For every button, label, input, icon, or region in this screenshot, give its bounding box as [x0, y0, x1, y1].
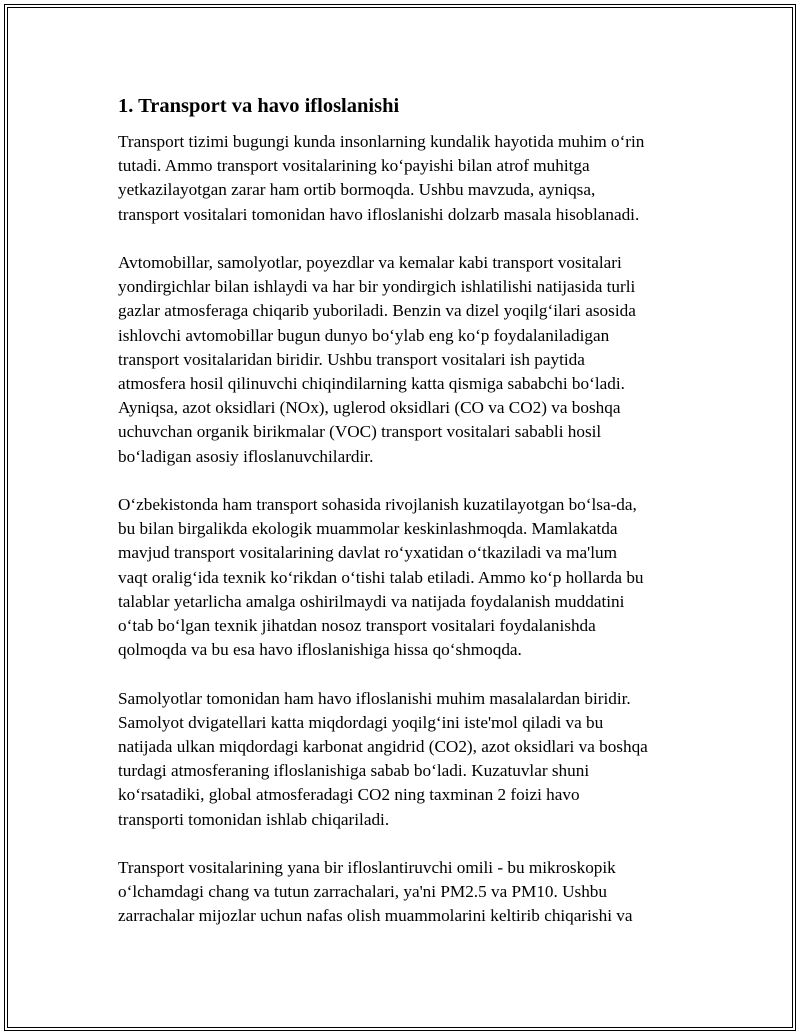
paragraph-4: Samolyotlar tomonidan ham havo ifloslanishi muhim masalalardan biridir. Samolyot dvigatellari katta miqdordagi yoqilg‘ini iste'mol qiladi va bu natijada ulkan miqdordagi karbonat angidrid (CO2), azot oksidlari va boshqa turdagi atmosferaning ifloslanishiga sabab bo‘ladi. Kuzatuvlar shuni ko‘rsatadiki, global atmosferadagi CO2 ning taxminan 2 foizi havo transporti tomonidan ishlab chiqariladi. — [118, 688, 648, 829]
document-body — [118, 92, 688, 953]
paragraph-3: O‘zbekistonda ham transport sohasida rivojlanish kuzatilayotgan bo‘lsa-da, bu bilan birgalikda ekologik muammolar keskinlashmoqda. Mamlakatda mavjud transport vositalarining davlat ro‘yxatidan o‘tkaziladi va ma'lum vaqt oralig‘ida texnik ko‘rikdan o‘tishi talab etiladi. Ammo ko‘p hollarda bu talablar yetarlicha amalga oshirilmaydi va natijada foydalanish muddatini o‘tab bo‘lgan texnik jihatdan nosoz transport vositalari foydalanishda qolmoqda va bu esa havo ifloslanishiga hissa qo‘shmoqda. — [118, 495, 644, 660]
paragraph-5: Transport vositalarining yana bir ifloslantiruvchi omili - bu mikroskopik o‘lchamdagi chang va tutun zarrachalari, ya'ni PM2.5 va PM10. Ushbu zarrachalar mijozlar uchun nafas olish muammolarini keltirib chiqarishi va — [118, 858, 633, 926]
section-heading: 1. Transport va havo ifloslanishi — [118, 95, 400, 117]
paragraph-2: Avtomobillar, samolyotlar, poyezdlar va kemalar kabi transport vositalari yondirgichlar bilan ishlaydi va har bir yondirgich ishlatilishi natijasida turli gazlar atmosferaga chiqarib yuboriladi. Benzin va dizel yoqilg‘ilari asosida ishlovchi avtomobillar bugun dunyo bo‘ylab eng ko‘p foydalaniladigan transport vositalaridan biridir. Ushbu transport vositalari ish paytida atmosfera hosil qilinuvchi chiqindilarning katta qismiga sababchi bo‘ladi. Ayniqsa, azot oksidlari (NOx), uglerod oksidlari (CO va CO2) va boshqa uchuvchan organik birikmalar (VOC) transport vositalari sababli hosil bo‘ladigan asosiy ifloslanuvchilardir. — [118, 253, 636, 466]
paragraph-1: Transport tizimi bugungi kunda insonlarning kundalik hayotida muhim o‘rin tutadi. Ammo transport vositalarining ko‘payishi bilan atrof muhitga yetkazilayotgan zarar ham ortib bormoqda. Ushbu mavzuda, ayniqsa, transport vositalari tomonidan havo ifloslanishi dolzarb masala hisoblanadi. — [118, 132, 645, 224]
